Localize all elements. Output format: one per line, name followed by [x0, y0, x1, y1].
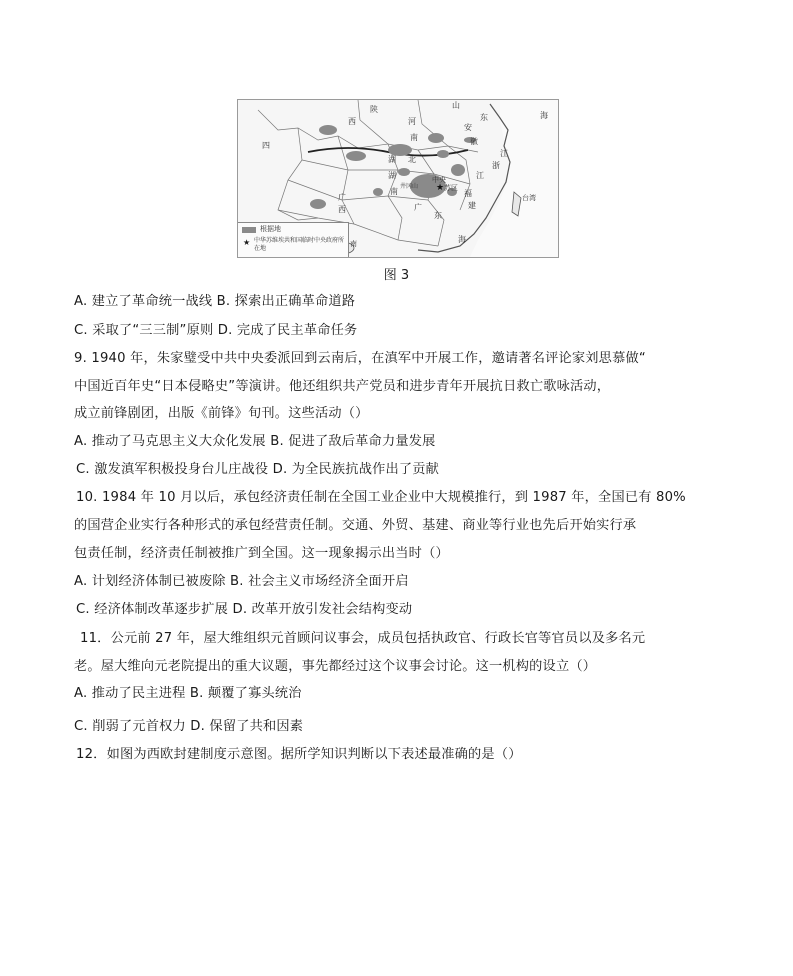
q10-stem-line-1: 10. 1984 年 10 月以后，承包经济责任制在全国工业企业中大规模推行，到 1987 年，全国已有 80% — [76, 490, 686, 505]
map-label: 山 — [452, 101, 460, 110]
map-label: 西 — [348, 117, 356, 126]
legend-star-icon: ★ — [243, 238, 251, 247]
map-label: 湖 — [388, 155, 396, 164]
q9-options-cd: C. 激发滇军积极投身台儿庄战役 D. 为全民族抗战作出了贡献 — [76, 462, 440, 477]
map-legend — [238, 222, 349, 258]
q11-stem-line-1: 11．公元前 27 年，屋大维组织元首顾问议事会，成员包括执政官、行政长官等官员以及多名元 — [80, 631, 646, 646]
q8-options-cd: C. 采取了“三三制”原则 D. 完成了民主革命任务 — [74, 323, 358, 338]
legend-capital-label: 中华苏维埃共和国临时中央政府所在地 — [254, 237, 345, 252]
map-label: 西 — [338, 205, 346, 214]
map-label: 江 — [500, 149, 508, 158]
q10-stem-line-2: 的国营企业实行各种形式的承包经营责任制。交通、外贸、基建、商业等行业也先后开始实行承 — [74, 518, 637, 533]
q10-options-ab: A. 计划经济体制已被废除 B. 社会主义市场经济全面开启 — [74, 574, 409, 589]
q9-stem-line-2: 中国近百年史“日本侵略史”等演讲。他还组织共产党员和进步青年开展抗日救亡歌咏活动， — [74, 379, 611, 394]
map-label: 建 — [468, 201, 476, 210]
q9-stem-line-1: 9. 1940 年，朱家璧受中共中央委派回到云南后，在滇军中开展工作，邀请著名评论家刘思慕做“ — [74, 351, 646, 366]
q11-options-cd: C. 削弱了元首权力 D. 保留了共和因素 — [74, 719, 304, 734]
q9-stem-line-3: 成立前锋剧团，出版《前锋》旬刊。这些活动（） — [74, 406, 369, 421]
q12-stem-line-1: 12．如图为西欧封建制度示意图。据所学知识判断以下表述最准确的是（） — [76, 747, 522, 762]
map-label: 江 — [476, 171, 484, 180]
q9-options-ab: A. 推动了马克思主义大众化发展 B. 促进了敌后革命力量发展 — [74, 434, 436, 449]
map-label: 东 — [434, 211, 442, 220]
map-label: 南 — [350, 240, 357, 248]
figure-caption: 图 3 — [383, 268, 410, 283]
capital-star-icon: ★ — [436, 183, 445, 193]
q10-stem-line-3: 包责任制，经济责任制被推广到全国。这一现象揭示出当时（） — [74, 546, 449, 561]
legend-base-area-label: 根据地 — [260, 225, 281, 233]
map-label: 北 — [408, 155, 416, 164]
map-figure — [237, 99, 559, 258]
map-label: 南 — [390, 187, 398, 196]
map-label: 浙 — [492, 161, 500, 170]
map-label: 福 — [464, 189, 472, 198]
map-label: 井冈山 — [400, 183, 419, 190]
map-label: 台湾 — [522, 194, 536, 202]
q11-options-ab: A. 推动了民主进程 B. 颠覆了寡头统治 — [74, 686, 302, 701]
map-label: 河 — [408, 117, 416, 126]
map-label: 广 — [338, 193, 346, 202]
map-label: 南 — [410, 133, 418, 142]
map-label: 湖 — [388, 171, 396, 180]
map-label: 苏区 — [444, 184, 458, 192]
map-label: 中央 — [432, 176, 446, 184]
map-label: 徽 — [470, 137, 478, 146]
q11-stem-line-2: 老。屋大维向元老院提出的重大议题，事先都经过这个议事会讨论。这一机构的设立（） — [74, 659, 597, 674]
map-label: 陕 — [370, 105, 378, 114]
map-label: 广 — [414, 203, 422, 212]
map-label: 海 — [540, 111, 548, 120]
q8-options-ab: A. 建立了革命统一战线 B. 探索出正确革命道路 — [74, 294, 356, 309]
base-area-swatch — [242, 227, 256, 233]
map-label: 四 — [262, 141, 270, 150]
map-label: 东 — [480, 113, 488, 122]
q10-options-cd: C. 经济体制改革逐步扩展 D. 改革开放引发社会结构变动 — [76, 602, 413, 617]
map-label: 海 — [458, 235, 466, 244]
map-label: 安 — [464, 123, 472, 132]
